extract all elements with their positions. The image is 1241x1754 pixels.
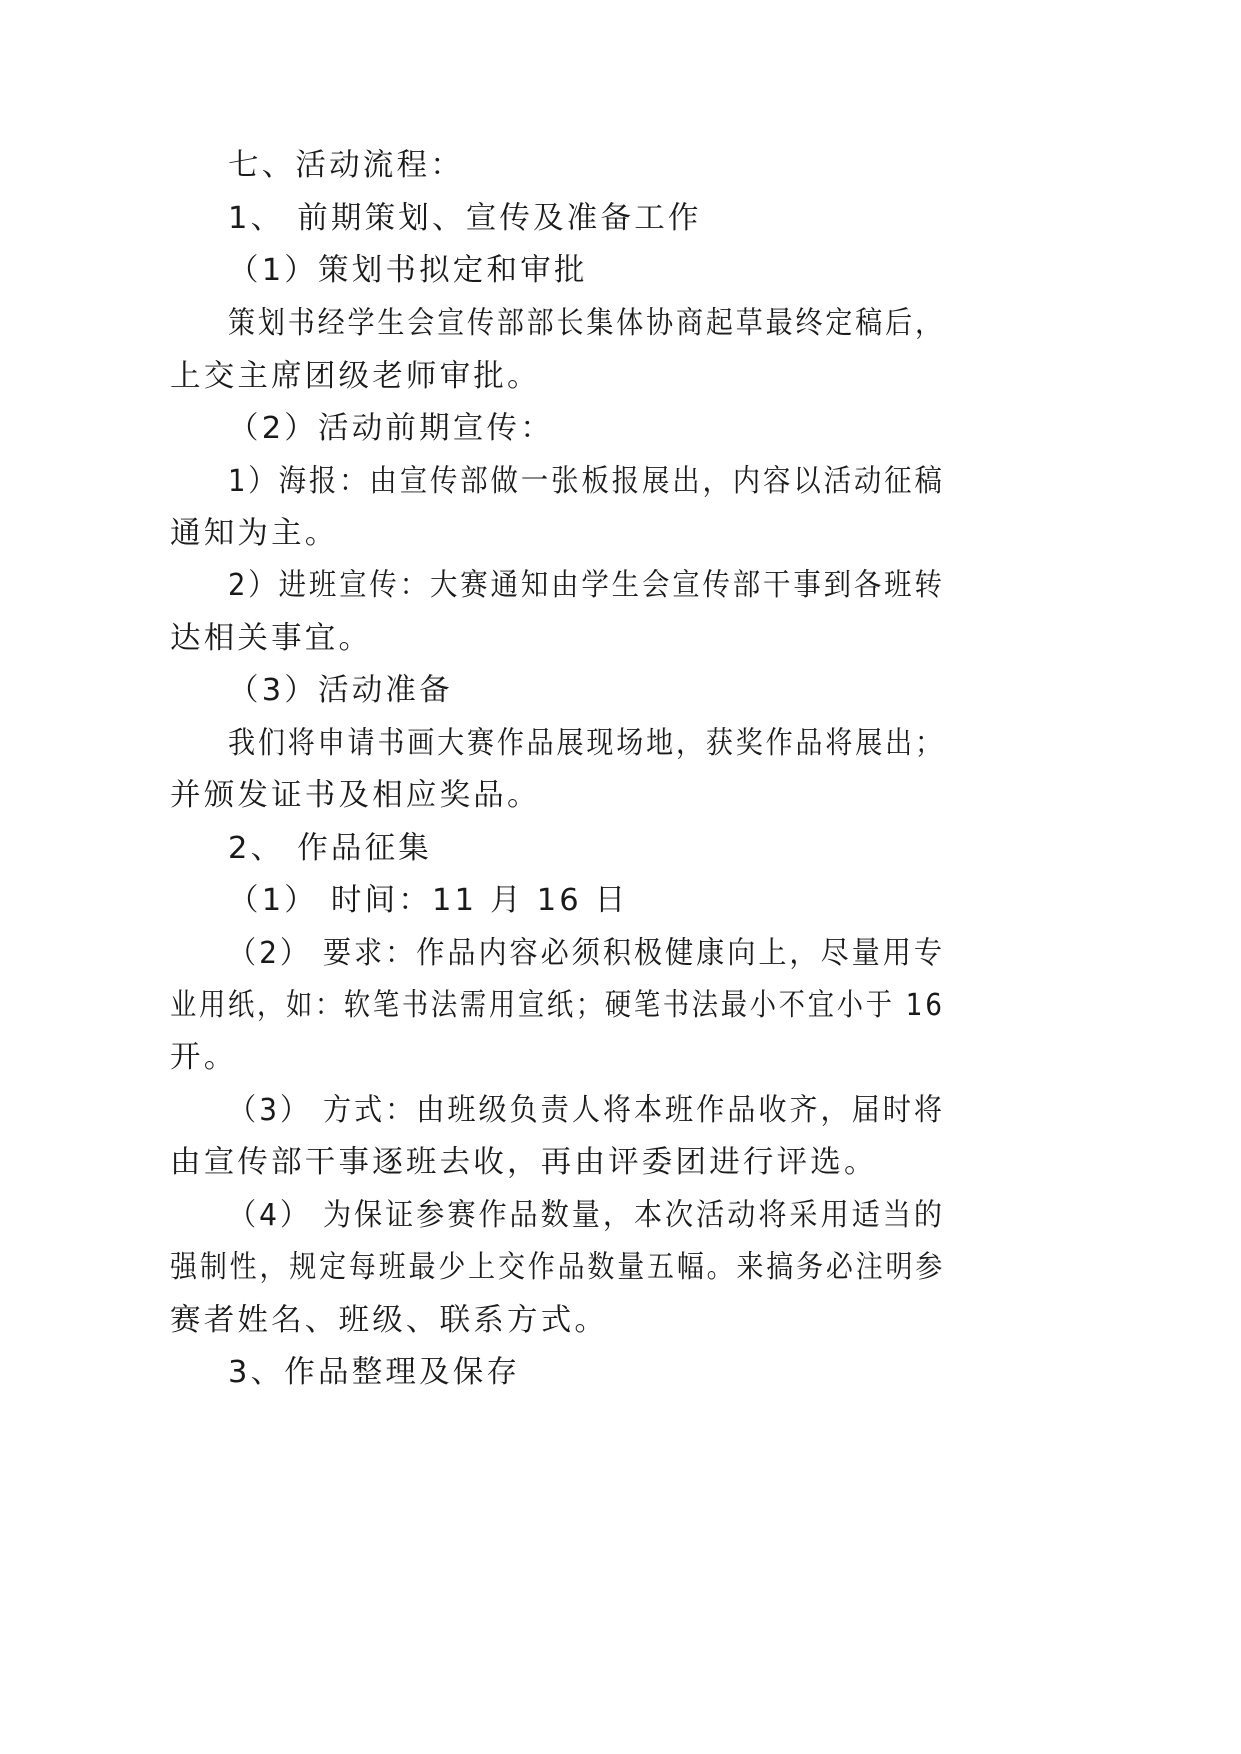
paragraph-line: 赛者姓名、班级、联系方式。	[170, 1303, 609, 1338]
paragraph-line: 并颁发证书及相应奖品。	[170, 778, 541, 813]
subsection-heading-preparation: 1、 前期策划、宣传及准备工作	[228, 201, 702, 236]
paragraph-line: 由宣传部干事逐班去收，再由评委团进行评选。	[170, 1145, 878, 1180]
paragraph-line: 策划书经学生会宣传部部长集体协商起草最终定稿后，	[228, 306, 945, 341]
item-heading-publicity: （2）活动前期宣传：	[228, 411, 554, 446]
paragraph-line: 业用纸，如：软笔书法需用宣纸；硬笔书法最小不宜小于 16	[170, 988, 945, 1023]
item-quantity: （4） 为保证参赛作品数量，本次活动将采用适当的	[228, 1198, 945, 1233]
item-method: （3） 方式：由班级负责人将本班作品收齐，届时将	[228, 1093, 945, 1128]
subsection-heading-organize: 3、作品整理及保存	[228, 1355, 521, 1390]
paragraph-line: 开。	[170, 1040, 238, 1075]
item-requirements: （2） 要求：作品内容必须积极健康向上，尽量用专	[228, 936, 945, 971]
paragraph-line: 达相关事宜。	[170, 621, 373, 656]
paragraph-line: 上交主席团级老师审批。	[170, 359, 541, 394]
item-heading-plan-approval: （1）策划书拟定和审批	[228, 253, 588, 288]
item-time: （1） 时间：11 月 16 日	[228, 883, 629, 918]
section-heading-activity-process: 七、活动流程：	[228, 148, 464, 183]
paragraph-line: 我们将申请书画大赛作品展现场地，获奖作品将展出；	[228, 726, 945, 761]
paragraph-line: 强制性，规定每班最少上交作品数量五幅。来搞务必注明参	[170, 1250, 946, 1285]
paragraph-line: 1）海报：由宣传部做一张板报展出，内容以活动征稿	[228, 464, 945, 499]
paragraph-line: 2）进班宣传：大赛通知由学生会宣传部干事到各班转	[228, 568, 945, 603]
item-heading-activity-preparation: （3）活动准备	[228, 673, 453, 708]
subsection-heading-collection: 2、 作品征集	[228, 831, 432, 866]
paragraph-line: 通知为主。	[170, 516, 339, 551]
